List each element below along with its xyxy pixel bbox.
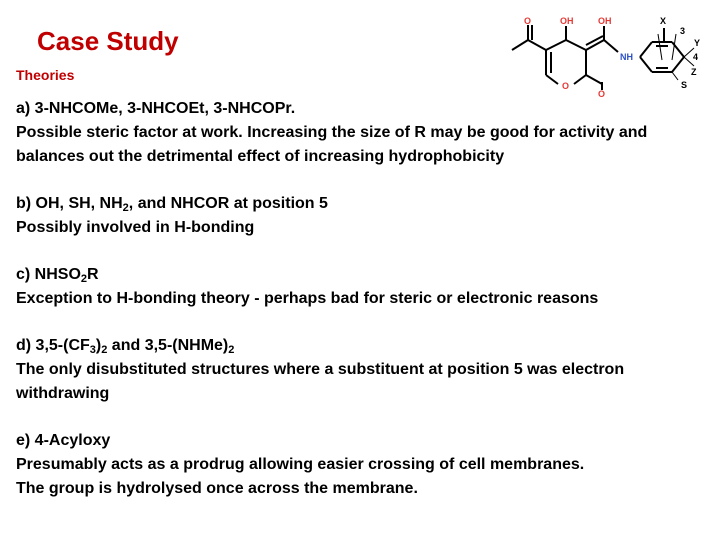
theory-item-b (16, 192, 711, 240)
theory-heading: e) 4-Acyloxy (16, 432, 111, 449)
theory-heading: c) $NHSO_2R$ (16, 266, 99, 285)
slide-subtitle: Theories (16, 67, 75, 83)
substituent-z-label: Z (691, 67, 697, 77)
theory-body: Possible steric factor at work. Increasing the size of R may be good for activity and balances out the detrimental effect of increasing hydrophobicity (16, 124, 648, 165)
theory-item-c (16, 263, 711, 311)
chemical-structure-diagram (500, 10, 720, 100)
theory-heading: d) $3,5-(CF_3)_2$ and $3,5-(NHMe)_2$ (16, 337, 235, 356)
slide-title: Case Study (37, 26, 179, 56)
substituent-x-label: X (660, 16, 667, 26)
theory-body: Presumably acts as a prodrug allowing easier crossing of cell membranes. (16, 456, 585, 473)
amine-label: NH (620, 52, 633, 62)
theory-body: Possibly involved in H-bonding (16, 219, 255, 236)
theory-heading: a) 3-NHCOMe, 3-NHCOEt, 3-NHCOPr. (16, 100, 296, 117)
ring-oxygen-label: O (562, 81, 570, 91)
theory-heading: b) OH, SH, $NH_2$, and NHCOR at position 5 (16, 195, 328, 214)
position-4-label: 4 (693, 52, 699, 62)
theory-body: Exception to H-bonding theory - perhaps bad for steric or electronic reasons (16, 290, 599, 307)
position-3-label: 3 (680, 26, 686, 36)
theories-list (16, 97, 711, 524)
hydroxyl-label: OH (560, 16, 574, 26)
hydroxyl-label: OH (598, 16, 612, 26)
theory-item-d (16, 334, 711, 406)
carbonyl-oxygen-label: O (598, 89, 606, 99)
theory-body: The group is hydrolysed once across the membrane. (16, 480, 418, 497)
theory-body: The only disubstituted structures where a substituent at position 5 was electron withdrawing (16, 361, 625, 402)
theory-item-e (16, 429, 711, 501)
theory-item-a (16, 97, 711, 169)
oxygen-label: O (524, 16, 532, 26)
substituent-y-label: Y (694, 38, 701, 48)
substituent-s-label: S (681, 80, 688, 90)
